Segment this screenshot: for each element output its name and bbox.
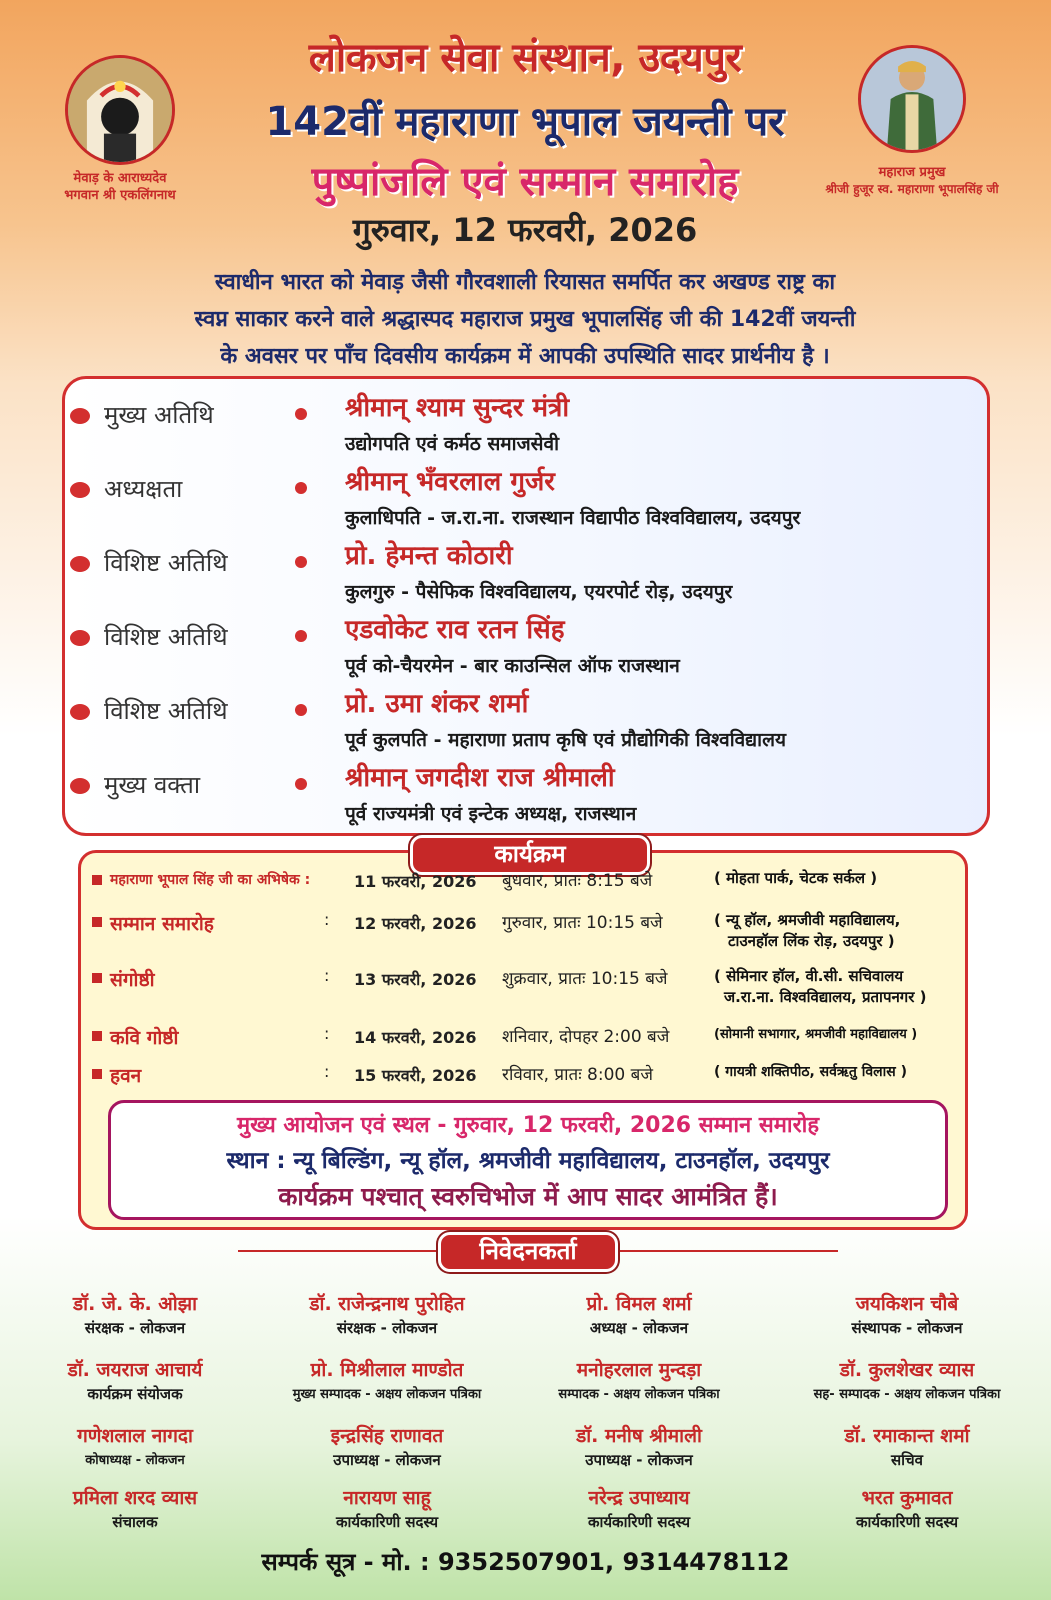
organizer-name: मनोहरलाल मुन्दड़ा [576, 1359, 702, 1381]
square-bullet-icon [92, 917, 102, 927]
contact-line: सम्पर्क सूत्र - मो. : 9352507901, 9314478112 [261, 1548, 790, 1576]
organizer-name: डॉ. मनीष श्रीमाली [576, 1425, 702, 1447]
organizer-role: संस्थापक - लोकजन [851, 1319, 963, 1337]
main-event-box [108, 1100, 948, 1220]
organizer-role: उपाध्यक्ष - लोकजन [333, 1451, 441, 1469]
guest-name: प्रो. हेमन्त कोठारी [345, 541, 513, 571]
bullet-icon [295, 408, 307, 420]
guest-row: अध्यक्षता श्रीमान् भँवरलाल गुर्जर कुलाधिपति - ज.रा.ना. राजस्थान विद्यापीठ विश्वविद्यालय, उदयपुर [70, 462, 980, 534]
divider [618, 1250, 838, 1252]
guest-name: एडवोकेट राव रतन सिंह [345, 615, 565, 645]
divider [238, 1250, 438, 1252]
guest-title: पूर्व को-चैयरमेन - बार काउन्सिल ऑफ राजस्थान [345, 655, 680, 677]
event-date: गुरुवार, 12 फरवरी, 2026 [352, 211, 698, 249]
organizer-role: कार्यक्रम संयोजक [87, 1385, 183, 1403]
bullet-icon [70, 408, 90, 424]
dinner-invite-line: कार्यक्रम पश्चात् स्वरुचिभोज में आप सादर आमंत्रित हैं। [278, 1182, 778, 1211]
bullet-icon [70, 630, 90, 646]
square-bullet-icon [92, 875, 102, 885]
organizer-name: डॉ. कुलशेखर व्यास [839, 1359, 975, 1381]
portrait-icon [861, 48, 963, 150]
square-bullet-icon [92, 1031, 102, 1041]
organizer-role: अध्यक्ष - लोकजन [589, 1319, 689, 1337]
bullet-icon [70, 778, 90, 794]
organizer-role: सम्पादक - अक्षय लोकजन पत्रिका [558, 1387, 720, 1402]
organizer-name: डॉ. रमाकान्त शर्मा [844, 1425, 970, 1447]
organizer-role: कोषाध्यक्ष - लोकजन [85, 1453, 185, 1468]
organizer-name: नारायण साहू [343, 1487, 431, 1509]
bullet-icon [70, 556, 90, 572]
square-bullet-icon [92, 1069, 102, 1079]
guest-title: कुलगुरु - पैसेफिक विश्वविद्यालय, एयरपोर्ट रोड़, उदयपुर [345, 581, 733, 603]
organizer-role: संरक्षक - लोकजन [84, 1319, 186, 1337]
bullet-icon [295, 704, 307, 716]
guest-name: श्रीमान् भँवरलाल गुर्जर [345, 467, 555, 497]
invitation-text: स्वाधीन भारत को मेवाड़ जैसी गौरवशाली रियासत समर्पित कर अखण्ड राष्ट्र का स्वप्न साकार करने वाले श्रद्धास्पद महाराज प्रमुख भूपालसिंह जी की 142वीं जयन्ती के अवसर पर पाँच दिवसीय कार्यक्रम में आपकी उपस्थिति सादर प्रार्थनीय है । [194, 270, 856, 369]
guest-title: पूर्व राज्यमंत्री एवं इन्टेक अध्यक्ष, राजस्थान [345, 803, 637, 825]
organizer-name: इन्द्रसिंह राणावत [330, 1425, 444, 1447]
bullet-icon [295, 778, 307, 790]
guest-title: उद्योगपति एवं कर्मठ समाजसेवी [345, 433, 560, 455]
square-bullet-icon [92, 973, 102, 983]
guest-row: विशिष्ट अतिथि एडवोकेट राव रतन सिंह पूर्व को-चैयरमेन - बार काउन्सिल ऑफ राजस्थान [70, 610, 980, 682]
organizer-name: डॉ. जयराज आचार्य [67, 1359, 203, 1381]
organizer-role: मुख्य सम्पादक - अक्षय लोकजन पत्रिका [292, 1387, 482, 1402]
bullet-icon [295, 482, 307, 494]
organizer-name: प्रो. विमल शर्मा [586, 1293, 692, 1315]
guest-row: विशिष्ट अतिथि प्रो. उमा शंकर शर्मा पूर्व कुलपति - महाराणा प्रताप कृषि एवं प्रौद्योगिकी विश्वविद्यालय [70, 684, 980, 756]
guest-name: श्रीमान् जगदीश राज श्रीमाली [345, 763, 615, 793]
organizer-role: संचालक [112, 1513, 158, 1531]
organizer-role: उपाध्यक्ष - लोकजन [585, 1451, 693, 1469]
organizer-name: गणेशलाल नागदा [77, 1425, 193, 1447]
organizer-role: सचिव [891, 1451, 923, 1469]
organizer-name: जयकिशन चौबे [855, 1293, 959, 1315]
organizer-role: कार्यकारिणी सदस्य [587, 1513, 691, 1531]
maharana-portrait [858, 45, 966, 153]
guest-title: कुलाधिपति - ज.रा.ना. राजस्थान विद्यापीठ विश्वविद्यालय, उदयपुर [345, 507, 801, 529]
main-event-line: मुख्य आयोजन एवं स्थल - गुरुवार, 12 फरवरी, 2026 सम्मान समारोह [236, 1113, 819, 1138]
organizer-role: संरक्षक - लोकजन [336, 1319, 438, 1337]
guest-name: श्रीमान् श्याम सुन्दर मंत्री [345, 393, 570, 423]
organizer-role: कार्यकारिणी सदस्य [335, 1513, 439, 1531]
guest-row: विशिष्ट अतिथि प्रो. हेमन्त कोठारी कुलगुरु - पैसेफिक विश्वविद्यालय, एयरपोर्ट रोड़, उदयपुर [70, 536, 980, 608]
guest-name: प्रो. उमा शंकर शर्मा [345, 689, 529, 719]
guest-row: मुख्य अतिथि श्रीमान् श्याम सुन्दर मंत्री उद्योगपति एवं कर्मठ समाजसेवी [70, 388, 980, 460]
organizers-heading: निवेदनकर्ता [438, 1232, 618, 1272]
ekling-ji-image [65, 55, 175, 165]
organizer-name: डॉ. राजेन्द्रनाथ पुरोहित [309, 1293, 465, 1315]
organization-title: लोकजन सेवा संस्थान, उदयपुर [308, 35, 742, 81]
venue-line: स्थान : न्यू बिल्डिंग, न्यू हॉल, श्रमजीवी महाविद्यालय, टाउनहॉल, उदयपुर [226, 1148, 830, 1174]
guest-title: पूर्व कुलपति - महाराणा प्रताप कृषि एवं प्रौद्योगिकी विश्वविद्यालय [345, 729, 786, 751]
organizer-name: डॉ. जे. के. ओझा [73, 1293, 197, 1315]
deity-icon [68, 58, 172, 162]
left-emblem-caption: मेवाड़ के आराध्यदेव भगवान श्री एकलिंगनाथ [64, 171, 176, 203]
organizer-name: नरेन्द्र उपाध्याय [588, 1487, 690, 1509]
ceremony-title: पुष्पांजलि एवं सम्मान समारोह [311, 159, 739, 205]
organizer-name: प्रो. मिश्रीलाल माण्डोत [310, 1359, 464, 1381]
organizer-name: प्रमिला शरद व्यास [72, 1487, 198, 1509]
organizer-role: कार्यकारिणी सदस्य [855, 1513, 959, 1531]
bullet-icon [70, 704, 90, 720]
program-heading: कार्यक्रम [410, 835, 650, 875]
event-title: 142वीं महाराणा भूपाल जयन्ती पर [265, 99, 785, 145]
bullet-icon [295, 630, 307, 642]
organizer-role: सह- सम्पादक - अक्षय लोकजन पत्रिका [813, 1387, 1001, 1402]
organizer-name: भरत कुमावत [861, 1487, 953, 1509]
bullet-icon [70, 482, 90, 498]
bullet-icon [295, 556, 307, 568]
guest-row: मुख्य वक्ता श्रीमान् जगदीश राज श्रीमाली पूर्व राज्यमंत्री एवं इन्टेक अध्यक्ष, राजस्थान [70, 758, 980, 830]
right-emblem-caption: महाराज प्रमुख श्रीजी हुजूर स्व. महाराणा भूपालसिंह जी [825, 165, 999, 196]
